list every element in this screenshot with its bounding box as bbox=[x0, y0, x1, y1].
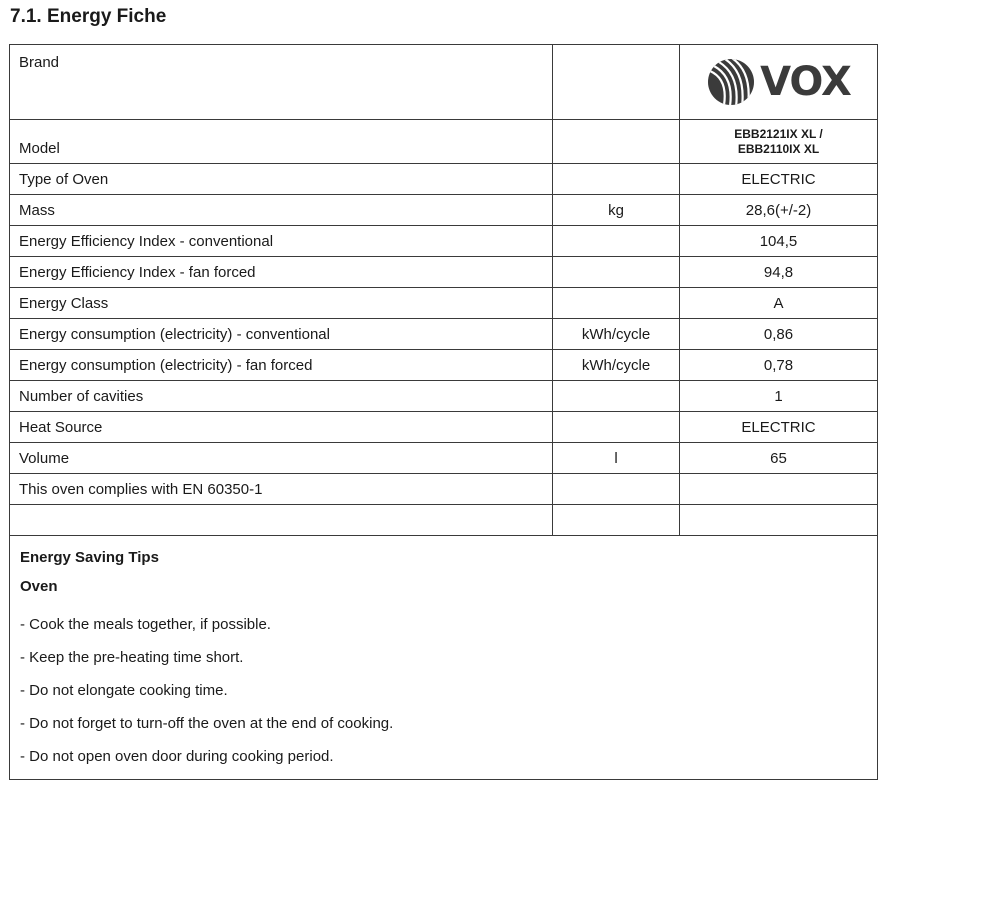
energy-saving-tips-cell bbox=[10, 536, 878, 780]
spec-label: Number of cavities bbox=[10, 381, 553, 412]
tip-item: - Keep the pre-heating time short. bbox=[20, 649, 244, 666]
tips-title: Energy Saving Tips bbox=[20, 549, 159, 566]
spec-value: A bbox=[680, 288, 878, 319]
spec-unit bbox=[553, 505, 680, 536]
spec-label: Energy consumption (electricity) - conventional bbox=[10, 319, 553, 350]
spec-row bbox=[10, 505, 878, 536]
brand-row bbox=[10, 45, 878, 120]
spec-unit bbox=[553, 288, 680, 319]
page-title: 7.1. Energy Fiche bbox=[10, 6, 167, 27]
spec-value: 94,8 bbox=[680, 257, 878, 288]
vox-swirl-icon bbox=[706, 57, 756, 107]
spec-row bbox=[10, 195, 878, 226]
spec-value bbox=[680, 505, 878, 536]
spec-unit: kWh/cycle bbox=[553, 350, 680, 381]
spec-unit bbox=[553, 164, 680, 195]
tip-item: - Do not open oven door during cooking period. bbox=[20, 748, 334, 765]
spec-unit: kg bbox=[553, 195, 680, 226]
model-row bbox=[10, 120, 878, 164]
tips-subtitle: Oven bbox=[20, 578, 58, 595]
spec-value: 104,5 bbox=[680, 226, 878, 257]
model-name-1: EBB2121IX XL / bbox=[734, 126, 823, 141]
spec-row bbox=[10, 319, 878, 350]
spec-value: 1 bbox=[680, 381, 878, 412]
spec-label: Type of Oven bbox=[10, 164, 553, 195]
energy-saving-tips-row bbox=[10, 536, 878, 780]
spec-unit bbox=[553, 257, 680, 288]
spec-unit bbox=[553, 412, 680, 443]
spec-value bbox=[680, 474, 878, 505]
brand-label: Brand bbox=[10, 45, 553, 120]
spec-row bbox=[10, 412, 878, 443]
spec-label: Mass bbox=[10, 195, 553, 226]
spec-label: Energy Efficiency Index - fan forced bbox=[10, 257, 553, 288]
model-name-2: EBB2110IX XL bbox=[737, 141, 820, 156]
spec-value: 0,78 bbox=[680, 350, 878, 381]
spec-value: 0,86 bbox=[680, 319, 878, 350]
spec-label: Heat Source bbox=[10, 412, 553, 443]
spec-row bbox=[10, 474, 878, 505]
model-label: Model bbox=[10, 120, 553, 164]
spec-label: Energy Efficiency Index - conventional bbox=[10, 226, 553, 257]
spec-label: Energy consumption (electricity) - fan forced bbox=[10, 350, 553, 381]
brand-logo-cell bbox=[680, 45, 878, 120]
spec-label: Volume bbox=[10, 443, 553, 474]
spec-label: Energy Class bbox=[10, 288, 553, 319]
energy-fiche-table bbox=[9, 44, 878, 780]
tip-item: - Cook the meals together, if possible. bbox=[20, 616, 271, 633]
brand-unit-cell bbox=[553, 45, 680, 120]
model-unit-cell bbox=[553, 120, 680, 164]
tip-item: - Do not forget to turn-off the oven at the end of cooking. bbox=[20, 715, 394, 732]
model-value-cell bbox=[680, 120, 878, 164]
spec-unit: kWh/cycle bbox=[553, 319, 680, 350]
spec-unit bbox=[553, 381, 680, 412]
spec-row bbox=[10, 443, 878, 474]
spec-label bbox=[10, 505, 553, 536]
spec-value: ELECTRIC bbox=[680, 164, 878, 195]
spec-row bbox=[10, 350, 878, 381]
vox-logo-text: VOX bbox=[760, 59, 851, 105]
spec-value: 28,6(+/-2) bbox=[680, 195, 878, 226]
tip-item: - Do not elongate cooking time. bbox=[20, 682, 228, 699]
spec-label: This oven complies with EN 60350-1 bbox=[10, 474, 553, 505]
vox-logo bbox=[689, 57, 868, 107]
spec-row bbox=[10, 226, 878, 257]
spec-value: ELECTRIC bbox=[680, 412, 878, 443]
spec-row bbox=[10, 288, 878, 319]
spec-row bbox=[10, 257, 878, 288]
spec-row bbox=[10, 164, 878, 195]
spec-unit: l bbox=[553, 443, 680, 474]
spec-value: 65 bbox=[680, 443, 878, 474]
spec-unit bbox=[553, 474, 680, 505]
spec-unit bbox=[553, 226, 680, 257]
spec-row bbox=[10, 381, 878, 412]
tips-list bbox=[20, 608, 867, 773]
